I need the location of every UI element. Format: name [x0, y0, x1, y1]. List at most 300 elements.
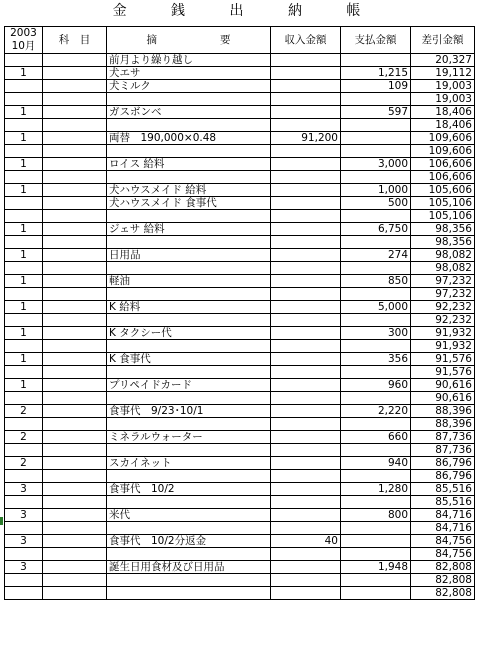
cell-description[interactable] — [107, 145, 271, 158]
table-row — [5, 184, 475, 197]
cell-month[interactable] — [5, 366, 43, 379]
cell-month[interactable]: 1 — [5, 184, 43, 197]
cell-expense[interactable] — [341, 444, 411, 457]
cell-income[interactable] — [271, 93, 341, 106]
cell-balance[interactable]: 18,406 — [411, 119, 475, 132]
cell-income[interactable] — [271, 106, 341, 119]
cell-income[interactable] — [271, 314, 341, 327]
cell-balance[interactable]: 97,232 — [411, 288, 475, 301]
cell-balance[interactable]: 19,112 — [411, 67, 475, 80]
cell-balance[interactable]: 87,736 — [411, 444, 475, 457]
cell-month[interactable]: 2 — [5, 431, 43, 444]
cell-month[interactable]: 1 — [5, 67, 43, 80]
cell-description[interactable]: 犬ハウスメイド 給料 — [107, 184, 271, 197]
cell-expense[interactable] — [341, 145, 411, 158]
cell-category[interactable] — [43, 223, 107, 236]
cell-income[interactable] — [271, 262, 341, 275]
cell-month[interactable] — [5, 145, 43, 158]
cell-expense[interactable] — [341, 418, 411, 431]
cell-description[interactable] — [107, 314, 271, 327]
cell-month[interactable]: 3 — [5, 483, 43, 496]
cell-income[interactable] — [271, 327, 341, 340]
table-row — [5, 93, 475, 106]
cell-balance[interactable]: 20,327 — [411, 54, 475, 67]
cell-balance[interactable]: 105,606 — [411, 184, 475, 197]
cell-category[interactable] — [43, 80, 107, 93]
cell-income[interactable] — [271, 431, 341, 444]
cell-income[interactable] — [271, 119, 341, 132]
cell-category[interactable] — [43, 444, 107, 457]
cell-month[interactable]: 1 — [5, 249, 43, 262]
cell-expense[interactable]: 274 — [341, 249, 411, 262]
cell-category[interactable] — [43, 340, 107, 353]
cell-expense[interactable] — [341, 366, 411, 379]
table-row — [5, 379, 475, 392]
cell-category[interactable] — [43, 327, 107, 340]
cell-income[interactable] — [271, 587, 341, 600]
cell-income[interactable] — [271, 405, 341, 418]
table-row — [5, 158, 475, 171]
cell-description[interactable] — [107, 366, 271, 379]
table-row — [5, 587, 475, 600]
cell-expense[interactable] — [341, 340, 411, 353]
cell-expense[interactable] — [341, 470, 411, 483]
cell-description[interactable]: 犬ハウスメイド 食事代 — [107, 197, 271, 210]
cell-description[interactable] — [107, 574, 271, 587]
cell-month[interactable] — [5, 418, 43, 431]
cell-balance[interactable]: 90,616 — [411, 379, 475, 392]
header-month-label: 10月 — [11, 40, 36, 52]
cell-description[interactable]: K 給料 — [107, 301, 271, 314]
cell-balance[interactable]: 106,606 — [411, 158, 475, 171]
ledger-table — [4, 26, 475, 600]
cell-category[interactable] — [43, 288, 107, 301]
cell-category[interactable] — [43, 54, 107, 67]
cell-expense[interactable] — [341, 548, 411, 561]
cell-description[interactable]: スカイネット — [107, 457, 271, 470]
cell-balance[interactable]: 105,106 — [411, 210, 475, 223]
cell-expense[interactable]: 1,948 — [341, 561, 411, 574]
cell-description[interactable]: 日用品 — [107, 249, 271, 262]
cell-month[interactable] — [5, 197, 43, 210]
cell-category[interactable] — [43, 431, 107, 444]
cell-expense[interactable]: 850 — [341, 275, 411, 288]
table-row — [5, 314, 475, 327]
cell-expense[interactable]: 500 — [341, 197, 411, 210]
table-row — [5, 223, 475, 236]
cell-category[interactable] — [43, 197, 107, 210]
cell-month[interactable] — [5, 288, 43, 301]
table-row — [5, 431, 475, 444]
cell-category[interactable] — [43, 392, 107, 405]
row-marker — [0, 517, 3, 525]
ledger-title: 金 銭 出 納 帳 — [112, 3, 381, 19]
cell-description[interactable] — [107, 93, 271, 106]
cell-description[interactable]: ロイス 給料 — [107, 158, 271, 171]
cell-balance[interactable]: 84,756 — [411, 535, 475, 548]
cell-expense[interactable]: 1,000 — [341, 184, 411, 197]
cell-expense[interactable]: 660 — [341, 431, 411, 444]
cell-category[interactable] — [43, 548, 107, 561]
cell-description[interactable] — [107, 522, 271, 535]
cell-balance[interactable]: 91,576 — [411, 353, 475, 366]
cell-description[interactable] — [107, 119, 271, 132]
cell-income[interactable] — [271, 197, 341, 210]
header-category: 科 目 — [43, 27, 107, 54]
cell-expense[interactable]: 1,215 — [341, 67, 411, 80]
cell-category[interactable] — [43, 67, 107, 80]
cell-income[interactable] — [271, 184, 341, 197]
cell-category[interactable] — [43, 301, 107, 314]
table-row — [5, 132, 475, 145]
cell-balance[interactable]: 90,616 — [411, 392, 475, 405]
cell-balance[interactable]: 87,736 — [411, 431, 475, 444]
cell-income[interactable] — [271, 80, 341, 93]
cell-description[interactable] — [107, 288, 271, 301]
cell-balance[interactable]: 86,796 — [411, 457, 475, 470]
table-row — [5, 301, 475, 314]
cell-description[interactable] — [107, 418, 271, 431]
cell-month[interactable] — [5, 54, 43, 67]
cell-month[interactable] — [5, 587, 43, 600]
cell-balance[interactable]: 91,932 — [411, 327, 475, 340]
cell-balance[interactable]: 86,796 — [411, 470, 475, 483]
cell-balance[interactable]: 97,232 — [411, 275, 475, 288]
cell-description[interactable]: 犬エサ — [107, 67, 271, 80]
table-row — [5, 366, 475, 379]
cell-balance[interactable]: 98,356 — [411, 223, 475, 236]
cell-description[interactable] — [107, 444, 271, 457]
cell-income[interactable] — [271, 392, 341, 405]
cell-expense[interactable] — [341, 132, 411, 145]
cell-category[interactable] — [43, 93, 107, 106]
cell-income[interactable] — [271, 249, 341, 262]
cell-balance[interactable]: 88,396 — [411, 418, 475, 431]
cell-month[interactable]: 1 — [5, 132, 43, 145]
cell-category[interactable] — [43, 483, 107, 496]
cell-expense[interactable] — [341, 236, 411, 249]
cell-balance[interactable]: 98,356 — [411, 236, 475, 249]
table-row — [5, 145, 475, 158]
cell-month[interactable]: 1 — [5, 275, 43, 288]
cell-description[interactable] — [107, 171, 271, 184]
cell-month[interactable] — [5, 262, 43, 275]
cell-income[interactable] — [271, 548, 341, 561]
cell-expense[interactable] — [341, 210, 411, 223]
header-balance: 差引金額 — [411, 27, 475, 54]
cell-month[interactable] — [5, 574, 43, 587]
cell-description[interactable]: 誕生日用食材及び日用品 — [107, 561, 271, 574]
cell-expense[interactable] — [341, 587, 411, 600]
cell-category[interactable] — [43, 470, 107, 483]
cell-balance[interactable]: 105,106 — [411, 197, 475, 210]
cell-month[interactable] — [5, 496, 43, 509]
cell-category[interactable] — [43, 158, 107, 171]
cell-month[interactable] — [5, 210, 43, 223]
cell-income[interactable] — [271, 67, 341, 80]
cell-balance[interactable]: 84,716 — [411, 509, 475, 522]
cell-month[interactable] — [5, 470, 43, 483]
cell-expense[interactable]: 5,000 — [341, 301, 411, 314]
cell-balance[interactable]: 91,932 — [411, 340, 475, 353]
cell-income[interactable] — [271, 340, 341, 353]
cell-balance[interactable]: 85,516 — [411, 483, 475, 496]
cell-category[interactable] — [43, 574, 107, 587]
cell-income[interactable]: 40 — [271, 535, 341, 548]
cell-balance[interactable]: 18,406 — [411, 106, 475, 119]
cell-month[interactable] — [5, 444, 43, 457]
header-year-label: 2003 — [10, 27, 37, 39]
cell-balance[interactable]: 82,808 — [411, 561, 475, 574]
cell-income[interactable] — [271, 418, 341, 431]
cell-balance[interactable]: 106,606 — [411, 171, 475, 184]
cell-month[interactable] — [5, 236, 43, 249]
table-row — [5, 535, 475, 548]
cell-category[interactable] — [43, 210, 107, 223]
cell-category[interactable] — [43, 314, 107, 327]
header-expense: 支払金額 — [341, 27, 411, 54]
cell-category[interactable] — [43, 171, 107, 184]
cell-income[interactable] — [271, 457, 341, 470]
cell-description[interactable] — [107, 587, 271, 600]
cell-category[interactable] — [43, 106, 107, 119]
cell-balance[interactable]: 109,606 — [411, 145, 475, 158]
cell-expense[interactable]: 597 — [341, 106, 411, 119]
cell-month[interactable] — [5, 119, 43, 132]
table-row — [5, 54, 475, 67]
cell-income[interactable] — [271, 288, 341, 301]
cell-description[interactable]: プリペイドカード — [107, 379, 271, 392]
cell-description[interactable]: ミネラルウォーター — [107, 431, 271, 444]
cell-category[interactable] — [43, 236, 107, 249]
cell-balance[interactable]: 88,396 — [411, 405, 475, 418]
cell-balance[interactable]: 19,003 — [411, 80, 475, 93]
cell-month[interactable]: 1 — [5, 379, 43, 392]
cell-category[interactable] — [43, 145, 107, 158]
table-row — [5, 470, 475, 483]
table-row — [5, 236, 475, 249]
cell-month[interactable] — [5, 392, 43, 405]
cell-expense[interactable]: 800 — [341, 509, 411, 522]
cell-category[interactable] — [43, 418, 107, 431]
cell-balance[interactable]: 84,716 — [411, 522, 475, 535]
cell-month[interactable] — [5, 171, 43, 184]
cell-expense[interactable]: 940 — [341, 457, 411, 470]
cell-category[interactable] — [43, 522, 107, 535]
cell-income[interactable] — [271, 236, 341, 249]
cell-income[interactable] — [271, 496, 341, 509]
cell-category[interactable] — [43, 405, 107, 418]
cell-expense[interactable] — [341, 535, 411, 548]
cell-category[interactable] — [43, 366, 107, 379]
cell-month[interactable]: 3 — [5, 535, 43, 548]
table-row — [5, 548, 475, 561]
cell-expense[interactable]: 109 — [341, 80, 411, 93]
cell-category[interactable] — [43, 262, 107, 275]
cell-description[interactable]: 食事代 9/23･10/1 — [107, 405, 271, 418]
cell-category[interactable] — [43, 561, 107, 574]
cell-month[interactable]: 2 — [5, 457, 43, 470]
cell-description[interactable]: 犬ミルク — [107, 80, 271, 93]
cell-expense[interactable]: 2,220 — [341, 405, 411, 418]
cell-income[interactable] — [271, 223, 341, 236]
cell-income[interactable] — [271, 210, 341, 223]
cell-income[interactable] — [271, 366, 341, 379]
cell-category[interactable] — [43, 535, 107, 548]
cell-month[interactable]: 1 — [5, 223, 43, 236]
cell-category[interactable] — [43, 587, 107, 600]
cell-balance[interactable]: 82,808 — [411, 587, 475, 600]
cell-description[interactable]: ガスボンベ — [107, 106, 271, 119]
header-description: 摘 要 — [107, 27, 271, 54]
cell-expense[interactable] — [341, 574, 411, 587]
cell-category[interactable] — [43, 353, 107, 366]
cell-balance[interactable]: 85,516 — [411, 496, 475, 509]
table-row — [5, 483, 475, 496]
header-row — [5, 27, 475, 54]
table-row — [5, 327, 475, 340]
cell-description[interactable]: 食事代 10/2分返金 — [107, 535, 271, 548]
cell-category[interactable] — [43, 509, 107, 522]
cell-month[interactable]: 2 — [5, 405, 43, 418]
table-row — [5, 67, 475, 80]
cell-description[interactable] — [107, 548, 271, 561]
cell-expense[interactable]: 960 — [341, 379, 411, 392]
cell-balance[interactable]: 19,003 — [411, 93, 475, 106]
cell-description[interactable]: ジェサ 給料 — [107, 223, 271, 236]
table-row — [5, 288, 475, 301]
table-row — [5, 509, 475, 522]
cell-month[interactable]: 3 — [5, 509, 43, 522]
cell-description[interactable]: 食事代 10/2 — [107, 483, 271, 496]
cell-balance[interactable]: 84,756 — [411, 548, 475, 561]
cell-description[interactable]: K タクシー代 — [107, 327, 271, 340]
table-row — [5, 340, 475, 353]
table-row — [5, 262, 475, 275]
table-row — [5, 522, 475, 535]
cell-expense[interactable] — [341, 496, 411, 509]
cell-income[interactable] — [271, 158, 341, 171]
cell-category[interactable] — [43, 249, 107, 262]
cell-income[interactable] — [271, 561, 341, 574]
cell-expense[interactable] — [341, 93, 411, 106]
cell-expense[interactable]: 300 — [341, 327, 411, 340]
table-row — [5, 418, 475, 431]
cell-expense[interactable]: 1,280 — [341, 483, 411, 496]
cell-description[interactable] — [107, 496, 271, 509]
cell-income[interactable] — [271, 483, 341, 496]
cell-month[interactable] — [5, 314, 43, 327]
cell-balance[interactable]: 98,082 — [411, 249, 475, 262]
cell-description[interactable] — [107, 236, 271, 249]
cell-balance[interactable]: 91,576 — [411, 366, 475, 379]
cell-expense[interactable]: 356 — [341, 353, 411, 366]
cell-expense[interactable]: 3,000 — [341, 158, 411, 171]
cell-balance[interactable]: 98,082 — [411, 262, 475, 275]
cell-balance[interactable]: 92,232 — [411, 314, 475, 327]
table-row — [5, 353, 475, 366]
cell-category[interactable] — [43, 496, 107, 509]
cell-income[interactable] — [271, 145, 341, 158]
table-row — [5, 275, 475, 288]
table-row — [5, 106, 475, 119]
cell-description[interactable] — [107, 392, 271, 405]
cell-description[interactable]: 両替 190,000×0.48 — [107, 132, 271, 145]
cell-expense[interactable] — [341, 392, 411, 405]
cell-expense[interactable] — [341, 314, 411, 327]
cell-expense[interactable]: 6,750 — [341, 223, 411, 236]
cell-month[interactable]: 1 — [5, 106, 43, 119]
cell-description[interactable] — [107, 210, 271, 223]
cell-income[interactable] — [271, 171, 341, 184]
cell-month[interactable] — [5, 548, 43, 561]
table-row — [5, 444, 475, 457]
table-row — [5, 210, 475, 223]
cell-income[interactable] — [271, 470, 341, 483]
table-row — [5, 249, 475, 262]
cell-income[interactable] — [271, 574, 341, 587]
cell-month[interactable]: 1 — [5, 301, 43, 314]
cell-category[interactable] — [43, 132, 107, 145]
cell-income[interactable] — [271, 379, 341, 392]
cell-category[interactable] — [43, 119, 107, 132]
cell-income[interactable] — [271, 301, 341, 314]
cell-income[interactable]: 91,200 — [271, 132, 341, 145]
table-row — [5, 457, 475, 470]
cell-description[interactable]: K 食事代 — [107, 353, 271, 366]
cell-description[interactable] — [107, 470, 271, 483]
table-row — [5, 171, 475, 184]
table-row — [5, 574, 475, 587]
cell-category[interactable] — [43, 457, 107, 470]
cell-balance[interactable]: 92,232 — [411, 301, 475, 314]
cell-income[interactable] — [271, 522, 341, 535]
cell-month[interactable]: 1 — [5, 353, 43, 366]
cell-description[interactable] — [107, 340, 271, 353]
cell-expense[interactable] — [341, 288, 411, 301]
cell-category[interactable] — [43, 379, 107, 392]
table-row — [5, 405, 475, 418]
cell-category[interactable] — [43, 184, 107, 197]
cell-income[interactable] — [271, 444, 341, 457]
cell-month[interactable]: 1 — [5, 158, 43, 171]
cell-income[interactable] — [271, 54, 341, 67]
cell-category[interactable] — [43, 275, 107, 288]
table-row — [5, 197, 475, 210]
cell-balance[interactable]: 109,606 — [411, 132, 475, 145]
cell-month[interactable] — [5, 80, 43, 93]
cell-expense[interactable] — [341, 522, 411, 535]
table-row — [5, 496, 475, 509]
cell-month[interactable] — [5, 340, 43, 353]
cell-expense[interactable] — [341, 262, 411, 275]
cell-description[interactable] — [107, 262, 271, 275]
cell-month[interactable]: 1 — [5, 327, 43, 340]
cell-expense[interactable] — [341, 54, 411, 67]
cell-expense[interactable] — [341, 171, 411, 184]
cell-month[interactable] — [5, 93, 43, 106]
cell-income[interactable] — [271, 353, 341, 366]
cell-description[interactable]: 前月より繰り越し — [107, 54, 271, 67]
cell-income[interactable] — [271, 509, 341, 522]
cell-balance[interactable]: 82,808 — [411, 574, 475, 587]
cell-month[interactable] — [5, 522, 43, 535]
cell-income[interactable] — [271, 275, 341, 288]
cell-description[interactable]: 軽油 — [107, 275, 271, 288]
cell-month[interactable]: 3 — [5, 561, 43, 574]
cell-description[interactable]: 米代 — [107, 509, 271, 522]
cell-expense[interactable] — [341, 119, 411, 132]
